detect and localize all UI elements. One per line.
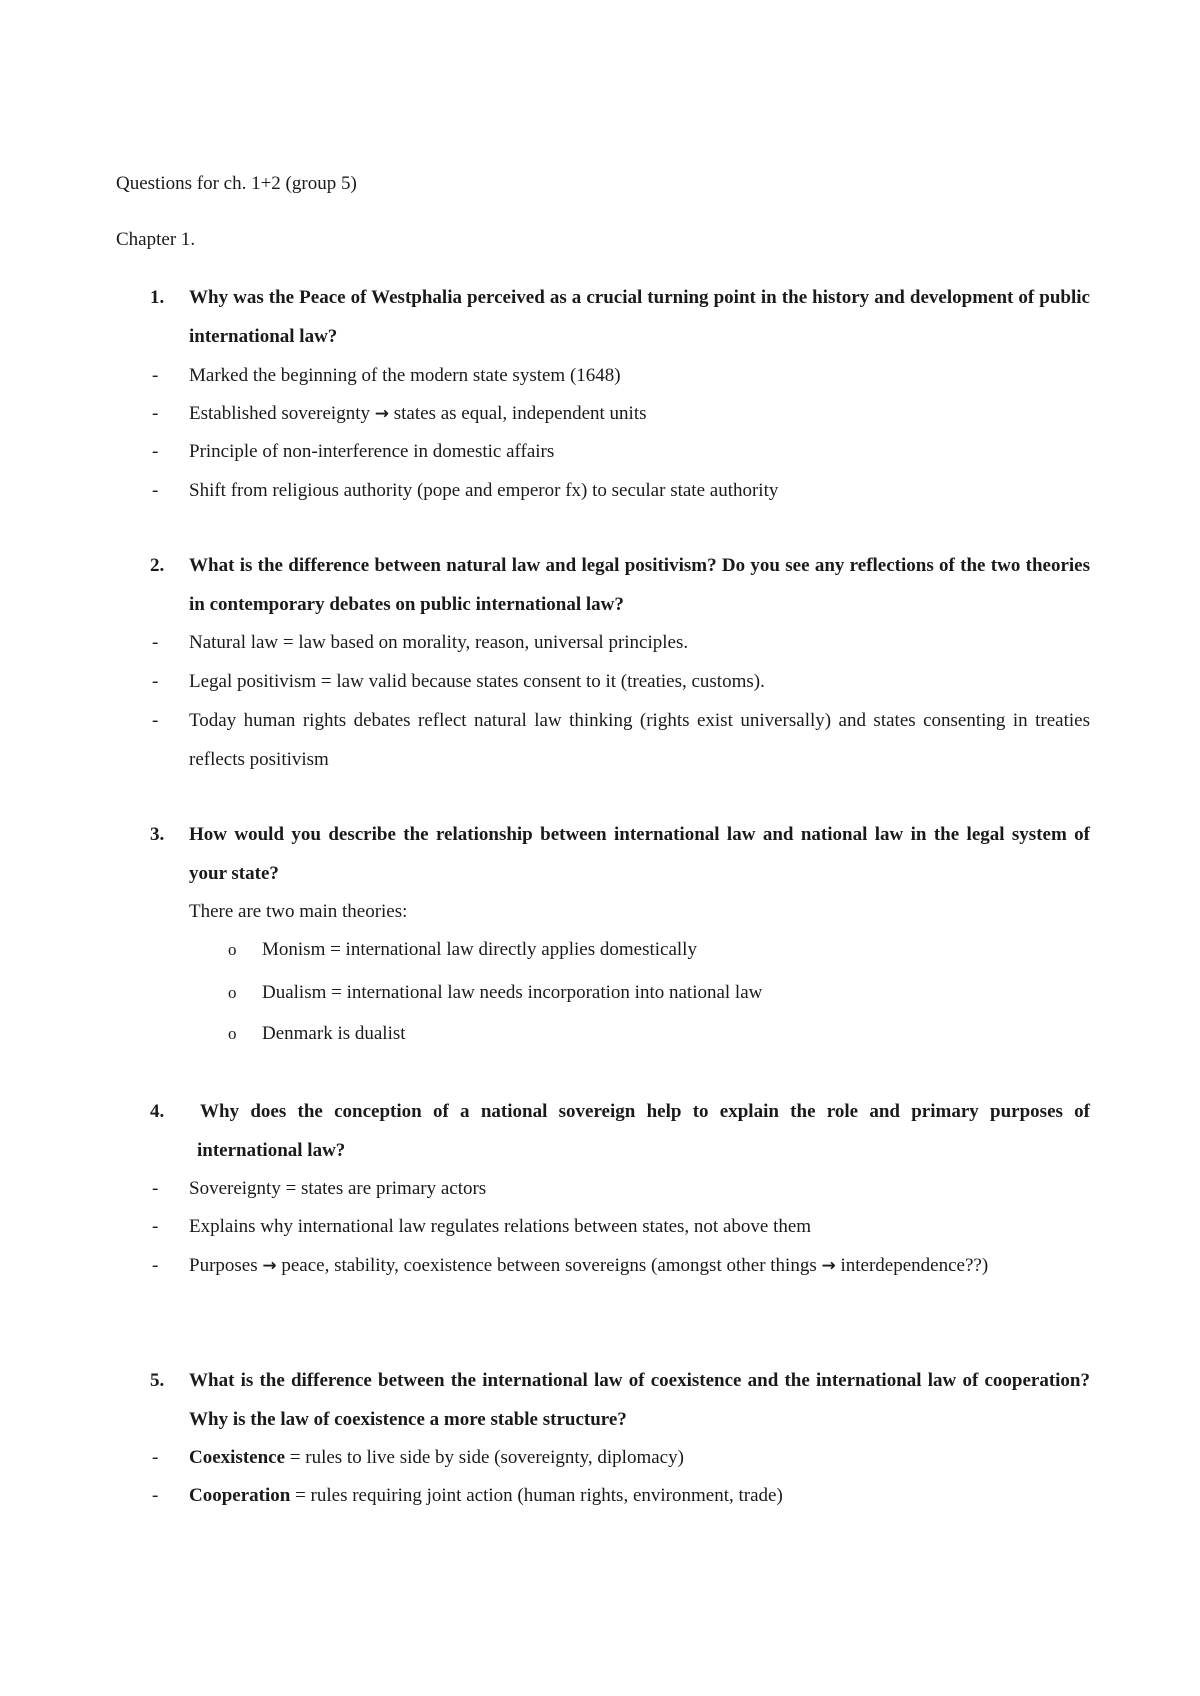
circle-bullet-icon: o	[228, 983, 237, 1002]
dash-bullet: -	[152, 365, 159, 386]
bullet-text: Cooperation = rules requiring joint action (human rights, environment, trade)	[189, 1485, 783, 1506]
question-text: What is the difference between natural law and legal positivism? Do you see any reflections of the two theories in contemporary debates on public international law?	[189, 555, 1090, 615]
dash-bullet: -	[152, 403, 159, 424]
bullet-text: Explains why international law regulates relations between states, not above them	[189, 1216, 812, 1237]
question-number: 2.	[150, 555, 165, 576]
dash-bullet: -	[152, 480, 159, 501]
sub-bullet-text: Monism = international law directly applies domestically	[262, 939, 697, 960]
bullet-text: Natural law = law based on morality, reason, universal principles.	[189, 632, 689, 653]
bullet-text: Principle of non-interference in domestic affairs	[189, 441, 555, 462]
dash-bullet: -	[152, 632, 159, 653]
document-title: Questions for ch. 1+2 (group 5)	[116, 173, 357, 194]
sub-bullet-text: Denmark is dualist	[262, 1023, 406, 1044]
dash-bullet: -	[152, 671, 159, 692]
dash-bullet: -	[152, 1178, 159, 1199]
term-label: Coexistence	[189, 1447, 286, 1468]
dash-bullet: -	[152, 441, 159, 462]
dash-bullet: -	[152, 1255, 159, 1276]
circle-bullet-icon: o	[228, 1024, 237, 1043]
chapter-heading: Chapter 1.	[116, 229, 196, 250]
question-number: 5.	[150, 1370, 165, 1391]
question-text: Why does the conception of a national sovereign help to explain the role and primary purposes of international law?	[197, 1101, 1090, 1161]
arrow-icon: →	[374, 404, 389, 424]
question-number: 3.	[150, 824, 165, 845]
dash-bullet: -	[152, 1485, 159, 1506]
bullet-text: Today human rights debates reflect natural law thinking (rights exist universally) and states consenting in treaties reflects positivism	[189, 710, 1090, 770]
bullet-text: Coexistence = rules to live side by side (sovereignty, diplomacy)	[189, 1447, 684, 1468]
question-text: What is the difference between the international law of coexistence and the international law of cooperation? Why is the law of coexistence a more stable structure?	[189, 1370, 1090, 1430]
dash-bullet: -	[152, 710, 159, 731]
arrow-icon: →	[262, 1256, 277, 1276]
bullet-text: Legal positivism = law valid because states consent to it (treaties, customs).	[189, 671, 765, 692]
bullet-text: Shift from religious authority (pope and emperor fx) to secular state authority	[189, 480, 779, 501]
question-number: 4.	[150, 1101, 165, 1122]
bullet-text: Purposes → peace, stability, coexistence between sovereigns (amongst other things → interdependence??)	[189, 1255, 989, 1276]
question-text: Why was the Peace of Westphalia perceived as a crucial turning point in the history and development of public international law?	[189, 287, 1090, 347]
arrow-icon: →	[821, 1256, 836, 1276]
intro-text: There are two main theories:	[189, 901, 408, 922]
bullet-text: Sovereignty = states are primary actors	[189, 1178, 487, 1199]
sub-bullet-text: Dualism = international law needs incorporation into national law	[262, 982, 763, 1003]
dash-bullet: -	[152, 1216, 159, 1237]
bullet-text: Marked the beginning of the modern state system (1648)	[189, 365, 621, 386]
question-number: 1.	[150, 287, 165, 308]
question-text: How would you describe the relationship between international law and national law in the legal system of your state?	[189, 824, 1090, 884]
circle-bullet-icon: o	[228, 940, 237, 959]
dash-bullet: -	[152, 1447, 159, 1468]
bullet-text: Established sovereignty → states as equal, independent units	[189, 403, 647, 424]
term-label: Cooperation	[189, 1485, 291, 1506]
